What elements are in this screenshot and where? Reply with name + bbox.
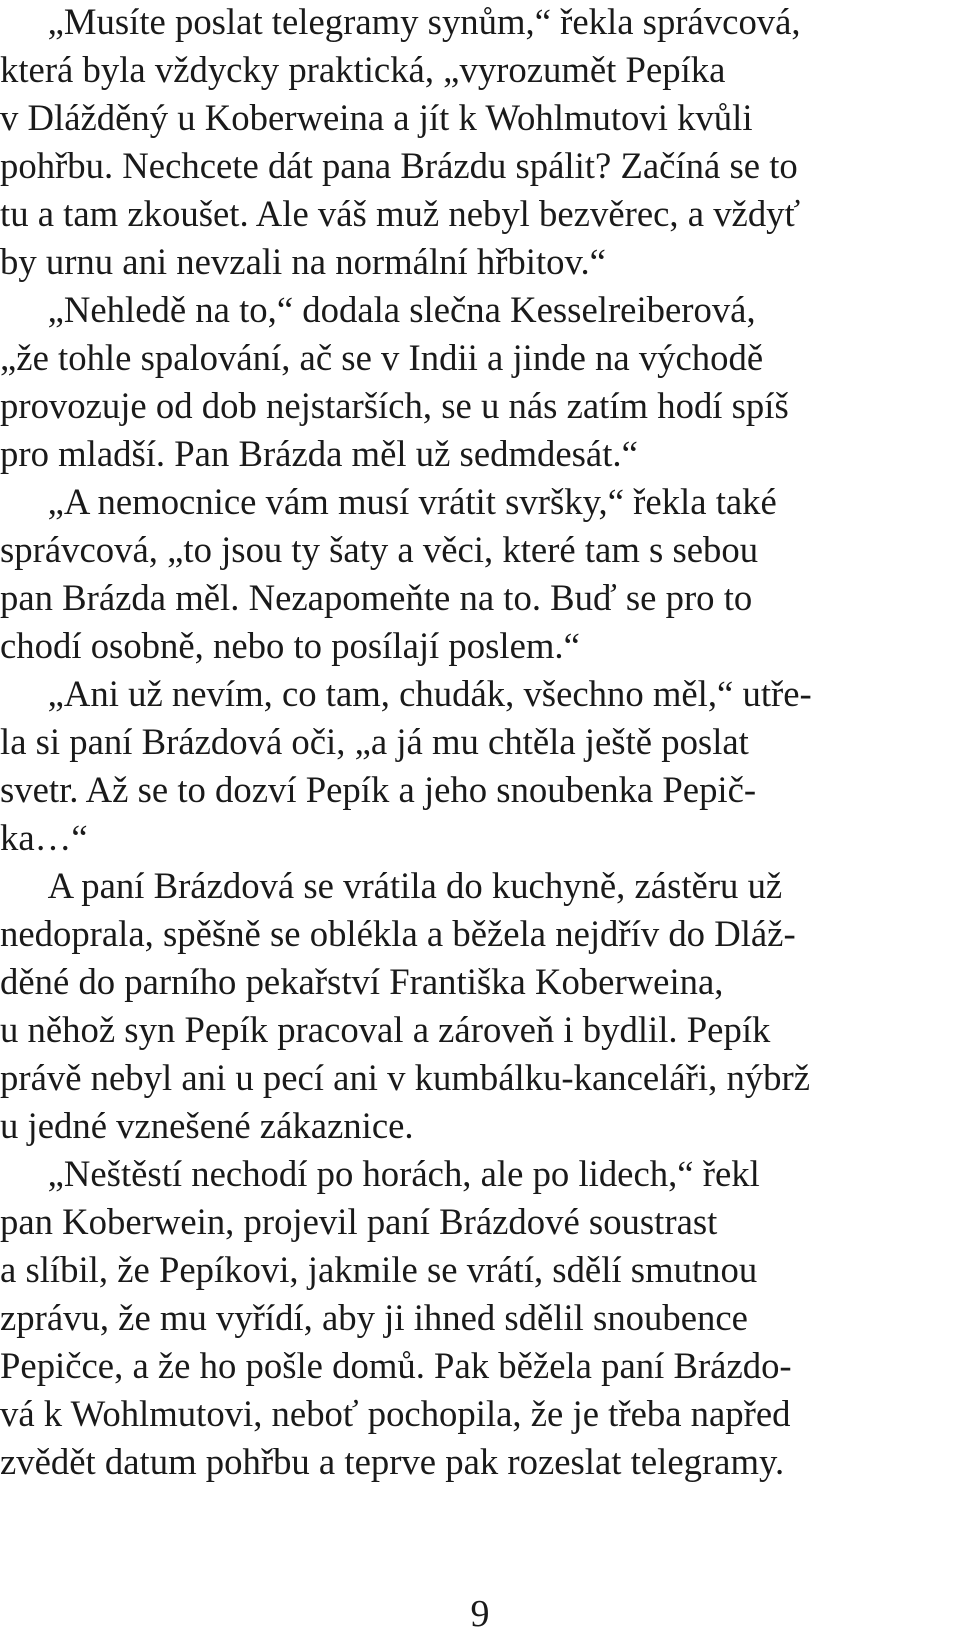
text-line: „Ani už nevím, co tam, chudák, všechno měl,“ utře- — [47, 674, 812, 715]
text-line: pan Brázda měl. Nezapomeňte na to. Buď se pro to — [0, 578, 753, 619]
text-line: by urnu ani nevzali na normální hřbitov.“ — [0, 242, 606, 283]
text-line: la si paní Brázdová oči, „a já mu chtěla ještě poslat — [0, 722, 749, 763]
text-line: „Nehledě na to,“ dodala slečna Kesselreiberová, — [47, 290, 756, 331]
text-line: „Musíte poslat telegramy synům,“ řekla správcová, — [47, 2, 801, 43]
text-line: chodí osobně, nebo to posílají poslem.“ — [0, 626, 580, 667]
text-line: Pepičce, a že ho pošle domů. Pak běžela paní Brázdo- — [0, 1346, 792, 1387]
text-line: u jedné vznešené zákaznice. — [0, 1106, 414, 1147]
text-line: právě nebyl ani u pecí ani v kumbálku-kanceláři, nýbrž — [0, 1058, 810, 1099]
text-line: ka…“ — [0, 818, 88, 859]
text-line: pro mladší. Pan Brázda měl už sedmdesát.“ — [0, 434, 638, 475]
text-line: provozuje od dob nejstarších, se u nás zatím hodí spíš — [0, 386, 789, 427]
text-line: v Dlážděný u Koberweina a jít k Wohlmutovi kvůli — [0, 98, 753, 139]
text-line: pan Koberwein, projevil paní Brázdové soustrast — [0, 1202, 718, 1243]
text-line: správcová, „to jsou ty šaty a věci, které tam s sebou — [0, 530, 759, 571]
text-line: u něhož syn Pepík pracoval a zároveň i bydlil. Pepík — [0, 1010, 771, 1051]
text-line: vá k Wohlmutovi, neboť pochopila, že je třeba napřed — [0, 1394, 791, 1435]
text-line: A paní Brázdová se vrátila do kuchyně, zástěru už — [47, 866, 783, 907]
text-line: pohřbu. Nechcete dát pana Brázdu spálit? Začíná se to — [0, 146, 798, 187]
page-number: 9 — [470, 1593, 490, 1635]
text-line: zvědět datum pohřbu a teprve pak rozeslat telegramy. — [0, 1442, 785, 1483]
text-line: „A nemocnice vám musí vrátit svršky,“ řekla také — [47, 482, 777, 523]
text-line: a slíbil, že Pepíkovi, jakmile se vrátí, sdělí smutnou — [0, 1250, 758, 1291]
text-line: „že tohle spalování, ač se v Indii a jinde na východě — [0, 338, 764, 379]
text-line: nedoprala, spěšně se oblékla a běžela nejdřív do Dláž- — [0, 914, 796, 955]
text-line: tu a tam zkoušet. Ale váš muž nebyl bezvěrec, a vždyť — [0, 194, 801, 235]
text-line: „Neštěstí nechodí po horách, ale po lidech,“ řekl — [47, 1154, 760, 1195]
text-line: která byla vždycky praktická, „vyrozumět Pepíka — [0, 50, 726, 91]
text-line: zprávu, že mu vyřídí, aby ji ihned sdělil snoubence — [0, 1298, 748, 1339]
text-line: děné do parního pekařství Františka Koberweina, — [0, 962, 724, 1003]
text-line: svetr. Až se to dozví Pepík a jeho snoubenka Pepič- — [0, 770, 757, 811]
